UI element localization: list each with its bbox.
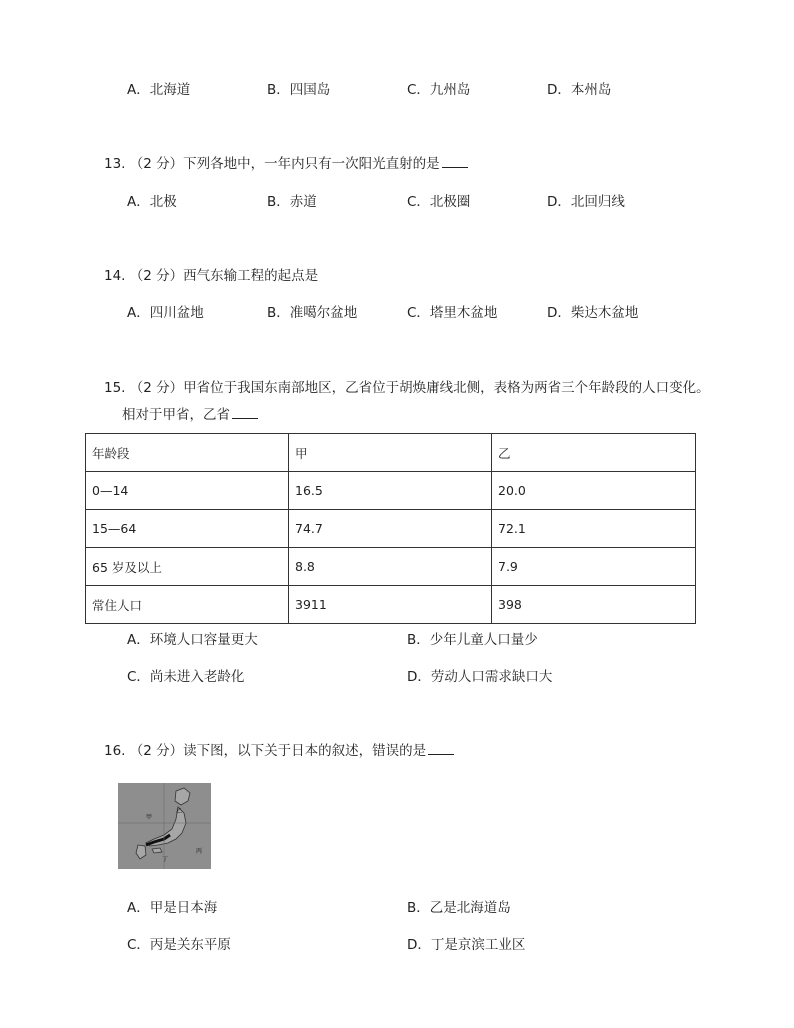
q15-answer-blank[interactable]	[232, 406, 258, 419]
q13-option-d[interactable]: D．北回归线	[547, 194, 625, 210]
q13-score: （2 分）	[129, 156, 184, 172]
table-cell: 74.7	[289, 510, 492, 548]
table-cell: 7.9	[492, 548, 696, 586]
japan-map-image	[118, 783, 211, 869]
q12-option-c[interactable]: C．九州岛	[407, 82, 471, 98]
q16-text: 读下图，以下关于日本的叙述，错误的是	[183, 743, 427, 759]
q15-number: 15.	[104, 380, 126, 396]
q15-option-c[interactable]: C．尚未进入老龄化	[127, 669, 245, 685]
japan-map-svg	[118, 783, 211, 869]
table-cell: 3911	[289, 586, 492, 624]
table-header-cell: 乙	[492, 434, 696, 472]
table-row	[86, 586, 696, 624]
q14-score: （2 分）	[129, 268, 184, 284]
q13-option-c[interactable]: C．北极圈	[407, 194, 471, 210]
q15-option-d[interactable]: D．劳动人口需求缺口大	[407, 669, 553, 685]
q14-text: 西气东输工程的起点是	[183, 268, 319, 284]
table-cell: 20.0	[492, 472, 696, 510]
q16-score: （2 分）	[129, 743, 184, 759]
q12-option-d[interactable]: D．本州岛	[547, 82, 612, 98]
q15-option-a[interactable]: A．环境人口容量更大	[127, 632, 258, 648]
q13-number: 13.	[104, 156, 126, 172]
table-cell: 常住人口	[86, 586, 289, 624]
q16-stem	[104, 739, 454, 759]
table-cell: 72.1	[492, 510, 696, 548]
map-label-jia: 甲	[146, 814, 153, 821]
q16-answer-blank[interactable]	[428, 742, 454, 755]
q15-population-table	[85, 433, 696, 624]
q13-answer-blank[interactable]	[442, 155, 468, 168]
table-cell: 8.8	[289, 548, 492, 586]
q16-option-d[interactable]: D．丁是京滨工业区	[407, 937, 526, 953]
table-header-cell: 甲	[289, 434, 492, 472]
q14-option-b[interactable]: B．准噶尔盆地	[267, 305, 358, 321]
map-label-yi: 乙	[176, 808, 183, 815]
map-label-ding: 丁	[162, 856, 169, 863]
map-label-bing: 丙	[196, 848, 203, 855]
q14-option-d[interactable]: D．柴达木盆地	[547, 305, 639, 321]
table-header-cell: 年龄段	[86, 434, 289, 472]
table-row	[86, 510, 696, 548]
table-cell: 0—14	[86, 472, 289, 510]
q15-score: （2 分）	[129, 380, 184, 396]
q14-option-a[interactable]: A．四川盆地	[127, 305, 204, 321]
q12-option-a[interactable]: A．北海道	[127, 82, 191, 98]
q16-option-a[interactable]: A．甲是日本海	[127, 900, 218, 916]
q16-number: 16.	[104, 743, 126, 759]
q16-option-b[interactable]: B．乙是北海道岛	[407, 900, 511, 916]
table-row	[86, 472, 696, 510]
table-row	[86, 548, 696, 586]
q14-option-c[interactable]: C．塔里木盆地	[407, 305, 498, 321]
q12-option-b[interactable]: B．四国岛	[267, 82, 331, 98]
table-cell: 398	[492, 586, 696, 624]
q15-text-line2: 相对于甲省，乙省	[122, 407, 230, 423]
q13-stem	[104, 152, 468, 172]
q14-number: 14.	[104, 268, 126, 284]
q14-stem	[104, 264, 318, 284]
q15-stem	[104, 376, 710, 396]
table-header-row	[86, 434, 696, 472]
q16-option-c[interactable]: C．丙是关东平原	[127, 937, 231, 953]
table-cell: 16.5	[289, 472, 492, 510]
q13-option-b[interactable]: B．赤道	[267, 194, 317, 210]
q13-option-a[interactable]: A．北极	[127, 194, 177, 210]
table-cell: 15—64	[86, 510, 289, 548]
table-cell: 65 岁及以上	[86, 548, 289, 586]
q15-text-line1: 甲省位于我国东南部地区，乙省位于胡焕庸线北侧，表格为两省三个年龄段的人口变化。	[183, 380, 710, 396]
q15-option-b[interactable]: B．少年儿童人口量少	[407, 632, 538, 648]
q13-text: 下列各地中，一年内只有一次阳光直射的是	[183, 156, 440, 172]
q15-stem-line2	[122, 403, 258, 423]
